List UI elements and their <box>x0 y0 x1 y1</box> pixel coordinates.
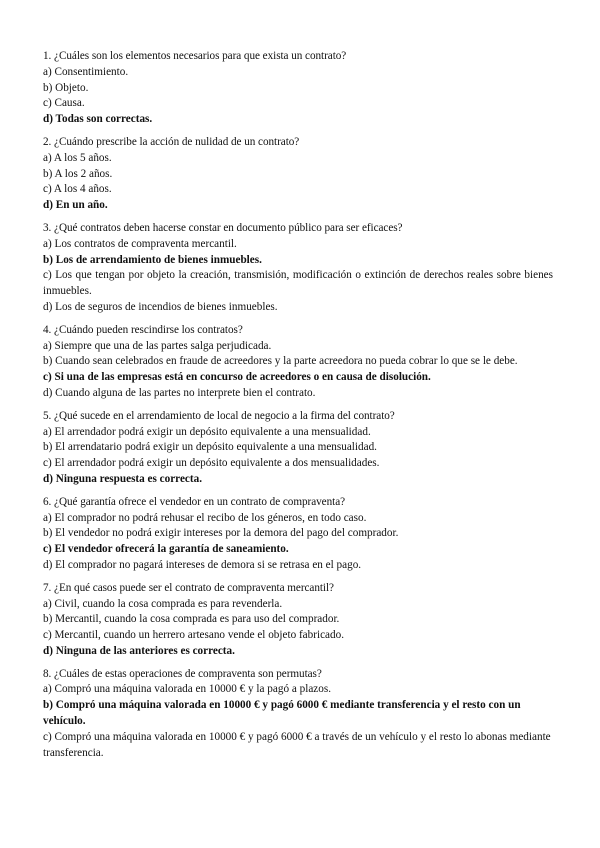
answer-option: b) El vendedor no podrá exigir intereses por la demora del pago del comprador. <box>43 527 399 540</box>
answer-option: c) Los que tengan por objeto la creación, transmisión, modificación o extinción de derechos reales sobre bienes inmuebles. <box>43 269 553 298</box>
answer-option-correct: d) Ninguna de las anteriores es correcta. <box>43 644 235 657</box>
answer-option-correct: d) En un año. <box>43 199 108 212</box>
answer-option: d) El comprador no pagará intereses de demora si se retrasa en el pago. <box>43 558 362 571</box>
question-text: 6. ¿Qué garantía ofrece el vendedor en un contrato de compraventa? <box>43 495 346 508</box>
quiz-document <box>43 49 553 768</box>
answer-option: a) Civil, cuando la cosa comprada es para revenderla. <box>43 597 283 610</box>
answer-option: c) Compró una máquina valorada en 10000 € y pagó 6000 € a través de un vehículo y el resto lo abonas mediante transferencia. <box>43 730 551 759</box>
answer-option-correct: d) Ninguna respuesta es correcta. <box>43 472 202 485</box>
answer-option-correct: c) El vendedor ofrecerá la garantía de saneamiento. <box>43 543 289 556</box>
question-8 <box>43 667 553 762</box>
answer-option: c) Causa. <box>43 97 85 110</box>
answer-option: c) El arrendador podrá exigir un depósito equivalente a dos mensualidades. <box>43 457 380 470</box>
question-2 <box>43 135 553 214</box>
answer-option: d) Cuando alguna de las partes no interprete bien el contrato. <box>43 386 316 399</box>
question-6 <box>43 495 553 574</box>
answer-option: b) Objeto. <box>43 81 89 94</box>
question-text: 1. ¿Cuáles son los elementos necesarios para que exista un contrato? <box>43 50 347 62</box>
answer-option: b) El arrendatario podrá exigir un depósito equivalente a una mensualidad. <box>43 441 377 454</box>
question-4 <box>43 323 553 402</box>
question-text: 2. ¿Cuándo prescribe la acción de nulidad de un contrato? <box>43 135 300 148</box>
answer-option: a) A los 5 años. <box>43 151 112 164</box>
answer-option: a) Siempre que una de las partes salga perjudicada. <box>43 339 272 352</box>
question-text: 8. ¿Cuáles de estas operaciones de compraventa son permutas? <box>43 667 322 680</box>
answer-option: a) El comprador no podrá rehusar el recibo de los géneros, en todo caso. <box>43 511 367 524</box>
answer-option: b) Mercantil, cuando la cosa comprada es para uso del comprador. <box>43 613 340 626</box>
answer-option: a) Los contratos de compraventa mercantil. <box>43 237 237 250</box>
answer-option: b) A los 2 años. <box>43 167 113 180</box>
answer-option: d) Los de seguros de incendios de bienes inmuebles. <box>43 300 278 313</box>
question-text: 7. ¿En qué casos puede ser el contrato de compraventa mercantil? <box>43 581 334 594</box>
answer-option-correct: d) Todas son correctas. <box>43 113 153 126</box>
question-text: 5. ¿Qué sucede en el arrendamiento de local de negocio a la firma del contrato? <box>43 409 395 422</box>
answer-option: c) A los 4 años. <box>43 183 112 196</box>
question-3 <box>43 221 553 316</box>
question-text: 4. ¿Cuándo pueden rescindirse los contratos? <box>43 323 243 336</box>
question-1 <box>43 49 553 128</box>
answer-option: a) El arrendador podrá exigir un depósito equivalente a una mensualidad. <box>43 425 371 438</box>
answer-option: a) Consentimiento. <box>43 65 129 78</box>
answer-option-correct: c) Si una de las empresas está en concurso de acreedores o en causa de disolución. <box>43 371 431 384</box>
answer-option-correct: b) Los de arrendamiento de bienes inmuebles. <box>43 253 262 266</box>
answer-option-correct: b) Compró una máquina valorada en 10000 € y pagó 6000 € mediante transferencia y el resto con un vehículo. <box>43 699 521 728</box>
question-7 <box>43 581 553 660</box>
answer-option: a) Compró una máquina valorada en 10000 € y la pagó a plazos. <box>43 683 331 696</box>
question-text: 3. ¿Qué contratos deben hacerse constar en documento público para ser eficaces? <box>43 221 403 234</box>
question-5 <box>43 409 553 488</box>
answer-option: c) Mercantil, cuando un herrero artesano vende el objeto fabricado. <box>43 629 344 642</box>
answer-option: b) Cuando sean celebrados en fraude de acreedores y la parte acreedora no pueda cobrar lo que se le debe. <box>43 355 518 368</box>
